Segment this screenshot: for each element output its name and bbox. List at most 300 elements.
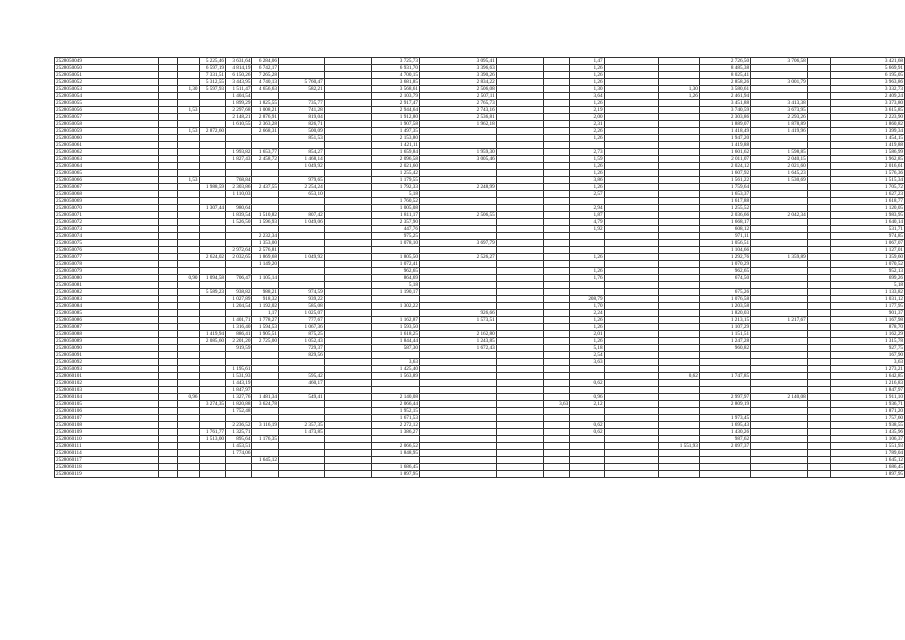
value-cell: 3 697,79 xyxy=(419,240,496,247)
value-cell xyxy=(496,219,543,226)
value-cell: 587,30 xyxy=(372,345,420,352)
value-cell xyxy=(807,100,830,107)
value-cell xyxy=(324,373,372,380)
table-row xyxy=(55,303,905,310)
value-cell: 2 725,00 xyxy=(252,338,278,345)
value-cell: 7 331,51 xyxy=(199,72,225,79)
table-row xyxy=(55,198,905,205)
value-cell xyxy=(496,275,543,282)
value-cell: 777,67 xyxy=(278,317,324,324)
value-cell xyxy=(178,240,199,247)
value-cell: 971,11 xyxy=(699,233,750,240)
value-cell xyxy=(496,401,543,408)
value-cell xyxy=(658,359,699,366)
value-cell xyxy=(278,359,324,366)
row-code-cell: 2528050076 xyxy=(55,247,159,254)
value-cell xyxy=(543,436,570,443)
value-cell xyxy=(496,303,543,310)
value-cell xyxy=(543,100,570,107)
value-cell xyxy=(570,450,604,457)
value-cell: 1 292,76 xyxy=(699,254,750,261)
value-cell: 2 297,68 xyxy=(226,107,252,114)
value-cell xyxy=(658,163,699,170)
value-cell xyxy=(751,247,808,254)
value-cell xyxy=(199,198,225,205)
value-cell xyxy=(807,345,830,352)
value-cell: 1 162,87 xyxy=(372,317,420,324)
value-cell xyxy=(419,205,496,212)
row-code-cell: 2528050060 xyxy=(55,135,159,142)
value-cell xyxy=(604,289,658,296)
row-code-cell: 2528050080 xyxy=(55,275,159,282)
value-cell xyxy=(178,422,199,429)
value-cell xyxy=(158,72,177,79)
value-cell xyxy=(496,177,543,184)
table-row xyxy=(55,86,905,93)
value-cell xyxy=(419,191,496,198)
table-row xyxy=(55,254,905,261)
value-cell xyxy=(324,163,372,170)
value-cell: 1 905,51 xyxy=(252,331,278,338)
value-cell xyxy=(543,352,570,359)
value-cell: 1 759,64 xyxy=(699,184,750,191)
value-cell xyxy=(199,373,225,380)
value-cell xyxy=(543,380,570,387)
value-cell xyxy=(658,212,699,219)
table-row xyxy=(55,121,905,128)
value-cell xyxy=(604,233,658,240)
value-cell: 1 551,93 xyxy=(658,443,699,450)
value-cell xyxy=(252,359,278,366)
value-cell: 1 255,52 xyxy=(699,205,750,212)
value-cell: 1 435,96 xyxy=(830,429,904,436)
value-cell xyxy=(604,79,658,86)
value-cell xyxy=(496,79,543,86)
value-cell: 8 485,38 xyxy=(699,65,750,72)
value-cell: 3 673,95 xyxy=(751,107,808,114)
value-cell xyxy=(604,317,658,324)
value-cell xyxy=(324,324,372,331)
value-cell xyxy=(178,303,199,310)
value-cell xyxy=(158,191,177,198)
value-cell xyxy=(226,310,252,317)
value-cell xyxy=(158,408,177,415)
value-cell: 6 150,26 xyxy=(226,72,252,79)
value-cell xyxy=(496,247,543,254)
table-row xyxy=(55,135,905,142)
value-cell xyxy=(324,240,372,247)
row-code-cell: 2528050074 xyxy=(55,233,159,240)
value-cell: 2,94 xyxy=(570,205,604,212)
value-cell xyxy=(324,142,372,149)
value-cell xyxy=(807,401,830,408)
row-code-cell: 2528050053 xyxy=(55,86,159,93)
value-cell xyxy=(419,282,496,289)
value-cell xyxy=(252,352,278,359)
value-cell: 2 876,91 xyxy=(252,114,278,121)
value-cell: 807,42 xyxy=(278,212,324,219)
value-cell: 2,57 xyxy=(570,191,604,198)
value-cell xyxy=(658,429,699,436)
value-cell: 3 413,38 xyxy=(751,100,808,107)
value-cell xyxy=(226,135,252,142)
value-cell xyxy=(658,58,699,65)
value-cell xyxy=(570,247,604,254)
value-cell xyxy=(604,380,658,387)
value-cell xyxy=(419,380,496,387)
value-cell: 1,26 xyxy=(570,338,604,345)
value-cell: 1,87 xyxy=(570,212,604,219)
value-cell xyxy=(658,450,699,457)
value-cell: 974,85 xyxy=(830,233,904,240)
value-cell: 980,64 xyxy=(226,205,252,212)
value-cell xyxy=(751,198,808,205)
value-cell xyxy=(158,296,177,303)
table-row xyxy=(55,359,905,366)
row-code-cell: 2528060117 xyxy=(55,457,159,464)
value-cell xyxy=(419,352,496,359)
value-cell: 2 507,11 xyxy=(419,93,496,100)
row-code-cell: 2528060101 xyxy=(55,373,159,380)
value-cell xyxy=(199,114,225,121)
value-cell: 729,37 xyxy=(278,345,324,352)
value-cell xyxy=(419,324,496,331)
row-code-cell: 2528050071 xyxy=(55,212,159,219)
row-code-cell: 2528050092 xyxy=(55,359,159,366)
value-cell: 2,00 xyxy=(570,114,604,121)
row-code-cell: 2528060107 xyxy=(55,415,159,422)
value-cell xyxy=(496,352,543,359)
value-cell: 918,32 xyxy=(252,296,278,303)
value-cell xyxy=(751,359,808,366)
value-cell xyxy=(324,149,372,156)
value-cell: 2 576,81 xyxy=(252,247,278,254)
value-cell xyxy=(252,408,278,415)
value-cell: 1 176,35 xyxy=(252,436,278,443)
value-cell xyxy=(807,177,830,184)
value-cell: 875,25 xyxy=(278,331,324,338)
value-cell xyxy=(199,352,225,359)
value-cell xyxy=(158,205,177,212)
row-code-cell: 2528050056 xyxy=(55,107,159,114)
value-cell: 919,59 xyxy=(226,345,252,352)
value-cell xyxy=(604,240,658,247)
value-cell: 1 983,95 xyxy=(830,212,904,219)
value-cell xyxy=(496,394,543,401)
value-cell: 5,18 xyxy=(372,191,420,198)
value-cell xyxy=(278,268,324,275)
value-cell: 1 962,85 xyxy=(830,156,904,163)
value-cell xyxy=(807,156,830,163)
value-cell xyxy=(751,457,808,464)
value-cell xyxy=(324,58,372,65)
value-cell: 1 938,55 xyxy=(830,422,904,429)
value-cell: 1 617,88 xyxy=(699,198,750,205)
value-cell xyxy=(604,457,658,464)
value-cell xyxy=(807,191,830,198)
value-cell: 886,41 xyxy=(226,331,252,338)
value-cell: 2 624,02 xyxy=(199,254,225,261)
value-cell: 2,12 xyxy=(570,401,604,408)
value-cell xyxy=(543,275,570,282)
value-cell xyxy=(324,219,372,226)
value-cell xyxy=(658,457,699,464)
value-cell xyxy=(226,163,252,170)
value-cell: 974,59 xyxy=(278,289,324,296)
row-code-cell: 2528050091 xyxy=(55,352,159,359)
table-row xyxy=(55,58,905,65)
value-cell xyxy=(372,436,420,443)
value-cell xyxy=(543,79,570,86)
value-cell xyxy=(324,233,372,240)
value-cell xyxy=(178,184,199,191)
value-cell xyxy=(807,366,830,373)
value-cell xyxy=(278,261,324,268)
value-cell xyxy=(178,261,199,268)
value-cell xyxy=(658,268,699,275)
value-cell xyxy=(496,184,543,191)
value-cell: 1 107,29 xyxy=(699,324,750,331)
value-cell: 0,62 xyxy=(658,373,699,380)
value-cell xyxy=(658,226,699,233)
value-cell: 1 213,15 xyxy=(699,317,750,324)
value-cell xyxy=(807,163,830,170)
value-cell xyxy=(658,65,699,72)
value-cell xyxy=(158,338,177,345)
value-cell xyxy=(751,331,808,338)
value-cell xyxy=(252,443,278,450)
value-cell xyxy=(658,72,699,79)
value-cell xyxy=(199,163,225,170)
value-cell: 1 149,20 xyxy=(252,261,278,268)
value-cell xyxy=(543,226,570,233)
table-row xyxy=(55,275,905,282)
value-cell: 1,53 xyxy=(178,128,199,135)
row-code-cell: 2528060119 xyxy=(55,471,159,478)
value-cell xyxy=(419,170,496,177)
value-cell: 1 359,89 xyxy=(751,254,808,261)
value-cell xyxy=(178,142,199,149)
value-cell xyxy=(158,373,177,380)
value-cell: 1,26 xyxy=(570,135,604,142)
value-cell xyxy=(158,387,177,394)
table-row xyxy=(55,107,905,114)
value-cell xyxy=(178,296,199,303)
value-cell: 2 085,60 xyxy=(199,338,225,345)
value-cell xyxy=(543,149,570,156)
value-cell: 4 700,15 xyxy=(372,72,420,79)
value-cell xyxy=(570,198,604,205)
value-cell xyxy=(199,240,225,247)
value-cell: 2 248,99 xyxy=(419,184,496,191)
value-cell: 768,84 xyxy=(226,177,252,184)
table-row xyxy=(55,366,905,373)
value-cell: 1 757,60 xyxy=(830,415,904,422)
value-cell xyxy=(324,93,372,100)
value-cell xyxy=(543,219,570,226)
value-cell xyxy=(807,310,830,317)
value-cell xyxy=(604,135,658,142)
value-cell xyxy=(324,296,372,303)
value-cell xyxy=(604,471,658,478)
value-cell: 1 911,10 xyxy=(830,394,904,401)
value-cell xyxy=(570,457,604,464)
value-cell: 2,54 xyxy=(570,352,604,359)
value-cell xyxy=(178,268,199,275)
value-cell xyxy=(604,72,658,79)
value-cell: 895,64 xyxy=(226,436,252,443)
value-cell xyxy=(807,359,830,366)
row-code-cell: 2528060114 xyxy=(55,450,159,457)
value-cell xyxy=(496,359,543,366)
value-cell xyxy=(807,443,830,450)
value-cell: 0,62 xyxy=(570,380,604,387)
value-cell xyxy=(604,310,658,317)
value-cell xyxy=(199,261,225,268)
value-cell: 1 162,29 xyxy=(830,331,904,338)
value-cell: 1 897,95 xyxy=(372,471,420,478)
value-cell xyxy=(543,296,570,303)
value-cell: 1 959,30 xyxy=(419,149,496,156)
value-cell xyxy=(751,65,808,72)
value-cell xyxy=(278,58,324,65)
value-cell xyxy=(751,226,808,233)
value-cell xyxy=(496,324,543,331)
value-cell xyxy=(158,422,177,429)
value-cell: 2 103,79 xyxy=(372,93,420,100)
data-table xyxy=(54,57,905,478)
value-cell xyxy=(252,191,278,198)
value-cell xyxy=(807,373,830,380)
value-cell: 2 293,26 xyxy=(751,114,808,121)
table-row xyxy=(55,352,905,359)
row-code-cell: 2528050087 xyxy=(55,324,159,331)
value-cell xyxy=(199,100,225,107)
value-cell: 3 568,61 xyxy=(372,86,420,93)
value-cell xyxy=(419,247,496,254)
table-row xyxy=(55,226,905,233)
value-cell: 3 390,26 xyxy=(419,72,496,79)
value-cell: 3 332,73 xyxy=(830,86,904,93)
value-cell xyxy=(158,247,177,254)
value-cell xyxy=(158,345,177,352)
value-cell xyxy=(199,450,225,457)
row-code-cell: 2528050077 xyxy=(55,254,159,261)
value-cell: 1 899,29 xyxy=(226,100,252,107)
value-cell xyxy=(178,457,199,464)
table-row xyxy=(55,247,905,254)
value-cell xyxy=(158,415,177,422)
value-cell xyxy=(658,401,699,408)
value-cell xyxy=(324,338,372,345)
value-cell: 675,26 xyxy=(699,289,750,296)
table-row xyxy=(55,79,905,86)
value-cell xyxy=(543,254,570,261)
value-cell xyxy=(178,219,199,226)
value-cell: 1,30 xyxy=(658,86,699,93)
value-cell xyxy=(158,443,177,450)
value-cell: 1 070,52 xyxy=(830,261,904,268)
value-cell: 2 021,60 xyxy=(751,163,808,170)
value-cell: 3 373,80 xyxy=(830,100,904,107)
value-cell xyxy=(199,359,225,366)
value-cell: 1 531,93 xyxy=(226,373,252,380)
value-cell xyxy=(158,79,177,86)
value-cell xyxy=(252,268,278,275)
row-code-cell: 2528050070 xyxy=(55,205,159,212)
value-cell xyxy=(570,142,604,149)
value-cell xyxy=(158,366,177,373)
value-cell xyxy=(604,128,658,135)
value-cell: 927,75 xyxy=(830,345,904,352)
value-cell xyxy=(496,212,543,219)
value-cell xyxy=(419,289,496,296)
value-cell: 3,63 xyxy=(570,359,604,366)
value-cell xyxy=(419,471,496,478)
value-cell xyxy=(252,163,278,170)
value-cell: 1 167,98 xyxy=(830,317,904,324)
table-row xyxy=(55,142,905,149)
value-cell xyxy=(543,450,570,457)
value-cell: 2 743,16 xyxy=(419,107,496,114)
value-cell xyxy=(158,163,177,170)
value-cell xyxy=(543,212,570,219)
value-cell xyxy=(419,142,496,149)
value-cell xyxy=(604,107,658,114)
value-cell xyxy=(570,471,604,478)
value-cell: 2 066,44 xyxy=(372,401,420,408)
value-cell xyxy=(543,240,570,247)
value-cell xyxy=(324,352,372,359)
value-cell xyxy=(199,247,225,254)
value-cell: 2 272,12 xyxy=(372,422,420,429)
value-cell xyxy=(543,422,570,429)
value-cell: 1 912,80 xyxy=(372,114,420,121)
value-cell xyxy=(199,226,225,233)
value-cell xyxy=(324,457,372,464)
value-cell xyxy=(496,72,543,79)
value-cell xyxy=(199,345,225,352)
value-cell xyxy=(178,79,199,86)
value-cell xyxy=(570,240,604,247)
value-cell xyxy=(419,443,496,450)
value-cell xyxy=(419,296,496,303)
value-cell xyxy=(226,464,252,471)
value-cell xyxy=(751,219,808,226)
value-cell xyxy=(543,394,570,401)
value-cell xyxy=(543,345,570,352)
value-cell: 987,62 xyxy=(699,436,750,443)
value-cell xyxy=(158,107,177,114)
value-cell xyxy=(324,121,372,128)
value-cell xyxy=(751,401,808,408)
value-cell xyxy=(751,345,808,352)
value-cell: 2 021,60 xyxy=(372,163,420,170)
value-cell: 3 274,35 xyxy=(199,401,225,408)
value-cell: 7 265,28 xyxy=(252,72,278,79)
value-cell xyxy=(178,408,199,415)
value-cell: 1 618,25 xyxy=(372,331,420,338)
row-code-cell: 2528060103 xyxy=(55,387,159,394)
value-cell: 1,70 xyxy=(570,303,604,310)
value-cell: 1 078,10 xyxy=(372,240,420,247)
row-code-cell: 2528050093 xyxy=(55,366,159,373)
value-cell xyxy=(604,93,658,100)
value-cell xyxy=(178,464,199,471)
value-cell xyxy=(658,219,699,226)
value-cell: 1 627,23 xyxy=(830,191,904,198)
value-cell: 3 396,63 xyxy=(419,65,496,72)
